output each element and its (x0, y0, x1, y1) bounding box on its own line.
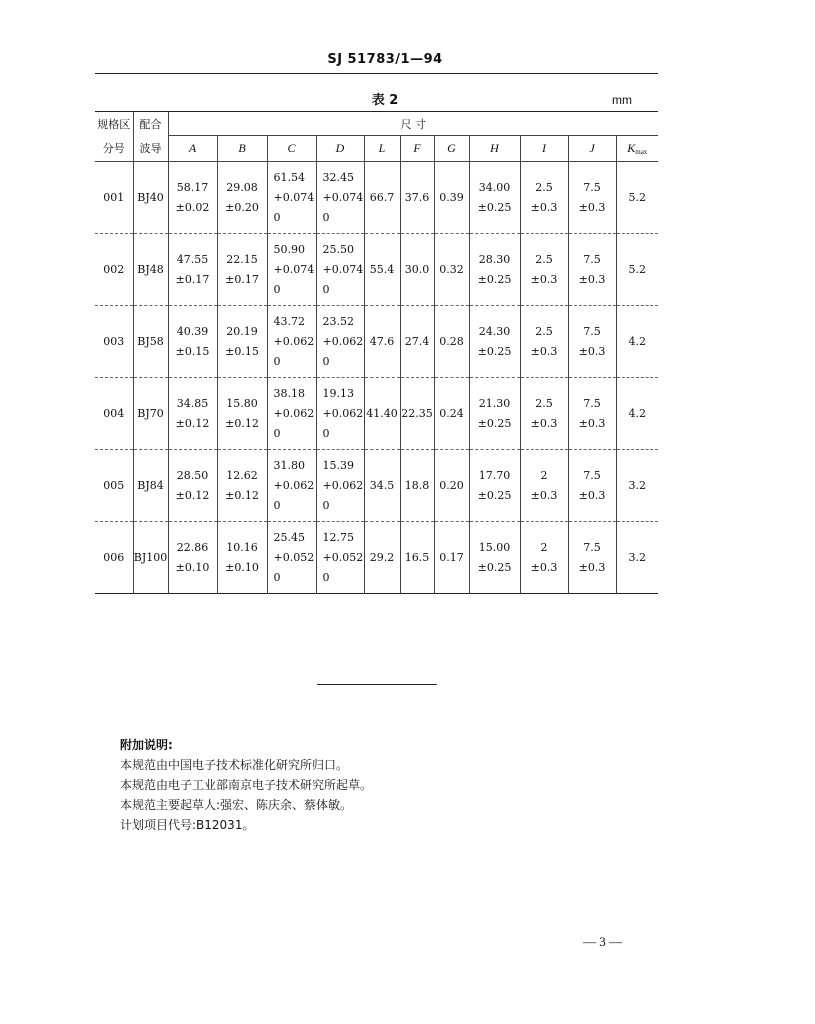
cell-c (267, 234, 316, 306)
cell-a-line: ±0.12 (175, 488, 210, 502)
document-code: SJ 51783/1—94 (327, 52, 443, 67)
cell-i-line: 2.5 (535, 396, 553, 410)
cell-i (520, 162, 568, 234)
cell-waveguide: BJ84 (133, 450, 168, 522)
table-row (95, 162, 658, 234)
cell-b-line: 10.16 (226, 540, 258, 554)
cell-a-line: 34.85 (176, 396, 209, 410)
cell-h-line: ±0.25 (477, 560, 512, 574)
cell-c-line: 0 (273, 354, 281, 368)
cell-spec-no: 004 (103, 407, 125, 420)
cell-c-line: 0 (273, 210, 281, 224)
cell-g: 0.24 (434, 378, 469, 450)
cell-b (217, 378, 267, 450)
cell-d-line: 32.45 (322, 170, 354, 184)
cell-c (267, 306, 316, 378)
cell-d-line: 15.39 (322, 458, 354, 472)
cell-b-line: ±0.10 (225, 560, 259, 574)
cell-c (267, 162, 316, 234)
cell-d-line: 12.75 (322, 530, 354, 544)
cell-f: 37.6 (400, 162, 434, 234)
cell-c-line: 61.54 (273, 170, 305, 184)
cell-d-line: 0 (322, 426, 330, 440)
cell-c-line: +0.062 (273, 334, 315, 348)
cell-j-line: ±0.3 (578, 416, 606, 430)
cell-c-line: +0.074 (273, 262, 315, 276)
cell-l: 41.40 (364, 378, 400, 450)
cell-g: 0.20 (434, 450, 469, 522)
cell-k: 4.2 (616, 306, 658, 378)
cell-b (217, 450, 267, 522)
cell-d-line: +0.074 (322, 190, 364, 204)
cell-g: 0.32 (434, 234, 469, 306)
cell-a-line: ±0.17 (175, 272, 210, 286)
cell-j (568, 234, 616, 306)
cell-spec-no: 002 (103, 263, 125, 276)
cell-a-line: 28.50 (176, 468, 209, 482)
header-spec-area-1: 规格区 (95, 112, 133, 136)
notes-title: 附加说明: (120, 738, 173, 752)
cell-a (168, 162, 217, 234)
cell-b-line: 12.62 (226, 468, 258, 482)
header-col-i: I (520, 136, 568, 162)
cell-d-line: +0.062 (322, 478, 364, 492)
cell-i (520, 234, 568, 306)
cell-j (568, 378, 616, 450)
cell-l: 29.2 (364, 522, 400, 594)
cell-h-line: 34.00 (478, 180, 511, 194)
cell-h (469, 450, 520, 522)
notes-line: 计划项目代号:B12031。 (120, 818, 255, 832)
header-col-a: A (168, 136, 217, 162)
cell-a (168, 450, 217, 522)
cell-j-line: 7.5 (583, 468, 601, 482)
cell-j-line: ±0.3 (578, 488, 606, 502)
cell-d (316, 450, 364, 522)
cell-a-line: 22.86 (176, 540, 209, 554)
cell-i-line: 2 (540, 540, 548, 554)
cell-a (168, 378, 217, 450)
cell-j-line: 7.5 (583, 540, 601, 554)
header-waveguide-2: 波导 (133, 136, 168, 162)
header-divider (95, 73, 658, 74)
cell-c-line: 25.45 (273, 530, 305, 544)
cell-b (217, 522, 267, 594)
cell-k: 3.2 (616, 522, 658, 594)
header-col-c: C (267, 136, 316, 162)
cell-h-line: 28.30 (478, 252, 511, 266)
header-col-f: F (400, 136, 434, 162)
header-col-k: K (627, 141, 636, 155)
cell-c-line: 0 (273, 282, 281, 296)
cell-f: 16.5 (400, 522, 434, 594)
cell-a-line: ±0.10 (175, 560, 210, 574)
cell-d-line: 23.52 (322, 314, 354, 328)
cell-d-line: 19.13 (322, 386, 354, 400)
cell-waveguide: BJ100 (133, 522, 168, 594)
cell-g: 0.17 (434, 522, 469, 594)
cell-h-line: 24.30 (478, 324, 511, 338)
cell-i-line: 2.5 (535, 324, 553, 338)
cell-c-line: +0.062 (273, 406, 315, 420)
cell-waveguide: BJ40 (133, 162, 168, 234)
cell-g: 0.28 (434, 306, 469, 378)
cell-a (168, 522, 217, 594)
cell-spec-no: 005 (103, 479, 125, 492)
cell-i (520, 306, 568, 378)
cell-c (267, 378, 316, 450)
cell-k: 4.2 (616, 378, 658, 450)
cell-i (520, 450, 568, 522)
additional-notes (120, 735, 372, 835)
notes-line: 本规范主要起草人:强宏、陈庆余、蔡体敏。 (120, 798, 353, 812)
cell-c-line: 31.80 (273, 458, 305, 472)
cell-j-line: 7.5 (583, 324, 601, 338)
cell-h-line: ±0.25 (477, 344, 512, 358)
cell-h-line: ±0.25 (477, 488, 512, 502)
table-row (95, 378, 658, 450)
cell-d-line: 0 (322, 498, 330, 512)
header-col-k-subscript: max (635, 148, 648, 156)
header-col-d: D (316, 136, 364, 162)
cell-f: 27.4 (400, 306, 434, 378)
notes-line: 本规范由电子工业部南京电子技术研究所起草。 (120, 778, 373, 792)
cell-spec-no: 006 (103, 551, 125, 564)
cell-g: 0.39 (434, 162, 469, 234)
cell-h-line: ±0.25 (477, 272, 512, 286)
header-col-b: B (217, 136, 267, 162)
cell-h-line: ±0.25 (477, 200, 512, 214)
cell-j (568, 450, 616, 522)
cell-i-line: ±0.3 (530, 416, 558, 430)
cell-j (568, 162, 616, 234)
cell-b-line: ±0.12 (225, 488, 259, 502)
cell-h-line: 15.00 (478, 540, 511, 554)
page-number: — 3 — (583, 934, 622, 949)
cell-c-line: 38.18 (273, 386, 305, 400)
cell-c-line: 0 (273, 426, 281, 440)
cell-k: 3.2 (616, 450, 658, 522)
cell-d-line: +0.074 (322, 262, 364, 276)
cell-waveguide: BJ70 (133, 378, 168, 450)
cell-k: 5.2 (616, 162, 658, 234)
table-row (95, 234, 658, 306)
cell-d (316, 378, 364, 450)
cell-b-line: 29.08 (226, 180, 258, 194)
cell-j-line: ±0.3 (578, 344, 606, 358)
cell-d-line: +0.052 (322, 550, 364, 564)
header-col-kmax (616, 136, 658, 162)
cell-k: 5.2 (616, 234, 658, 306)
cell-i-line: ±0.3 (530, 344, 558, 358)
cell-d-line: 0 (322, 210, 330, 224)
cell-i-line: ±0.3 (530, 560, 558, 574)
cell-waveguide: BJ48 (133, 234, 168, 306)
cell-c-line: 0 (273, 570, 281, 584)
cell-l: 66.7 (364, 162, 400, 234)
cell-spec-no: 003 (103, 335, 125, 348)
cell-c-line: 50.90 (273, 242, 305, 256)
cell-d-line: 25.50 (322, 242, 354, 256)
cell-c-line: 0 (273, 498, 281, 512)
cell-a-line: 58.17 (176, 180, 209, 194)
cell-i-line: ±0.3 (530, 200, 558, 214)
cell-j (568, 522, 616, 594)
cell-i-line: 2 (540, 468, 548, 482)
notes-line: 本规范由中国电子技术标准化研究所归口。 (120, 758, 349, 772)
cell-l: 55.4 (364, 234, 400, 306)
cell-b (217, 234, 267, 306)
cell-f: 18.8 (400, 450, 434, 522)
cell-j (568, 306, 616, 378)
cell-h (469, 234, 520, 306)
cell-b-line: ±0.15 (225, 344, 259, 358)
cell-b-line: 20.19 (226, 324, 258, 338)
header-spec-area-2: 分号 (102, 142, 125, 156)
cell-i-line: 2.5 (535, 252, 553, 266)
cell-b-line: ±0.12 (225, 416, 259, 430)
header-col-g: G (434, 136, 469, 162)
cell-d-line: 0 (322, 354, 330, 368)
header-col-j: J (568, 136, 616, 162)
cell-b-line: 15.80 (226, 396, 258, 410)
table-row (95, 450, 658, 522)
cell-b-line: ±0.20 (225, 200, 259, 214)
header-dimension-group: 尺 寸 (168, 112, 658, 136)
cell-b-line: 22.15 (226, 252, 258, 266)
cell-h (469, 522, 520, 594)
cell-d-line: 0 (322, 570, 330, 584)
cell-a (168, 306, 217, 378)
cell-d (316, 306, 364, 378)
cell-i-line: ±0.3 (530, 488, 558, 502)
cell-l: 47.6 (364, 306, 400, 378)
cell-h-line: ±0.25 (477, 416, 512, 430)
cell-i (520, 522, 568, 594)
cell-d (316, 522, 364, 594)
cell-h (469, 162, 520, 234)
cell-b (217, 162, 267, 234)
cell-c-line: +0.052 (273, 550, 315, 564)
cell-a-line: 40.39 (176, 324, 209, 338)
cell-c (267, 522, 316, 594)
cell-c-line: +0.074 (273, 190, 315, 204)
cell-a (168, 234, 217, 306)
header-waveguide-1: 配合 (133, 112, 168, 136)
cell-a-line: ±0.12 (175, 416, 210, 430)
cell-h-line: 21.30 (478, 396, 511, 410)
header-col-l: L (364, 136, 400, 162)
cell-f: 30.0 (400, 234, 434, 306)
cell-a-line: 47.55 (176, 252, 209, 266)
section-divider (317, 684, 437, 685)
cell-d-line: +0.062 (322, 334, 364, 348)
cell-d (316, 234, 364, 306)
cell-j-line: 7.5 (583, 180, 601, 194)
cell-b (217, 306, 267, 378)
table-unit: mm (612, 93, 632, 107)
cell-l: 34.5 (364, 450, 400, 522)
cell-i-line: ±0.3 (530, 272, 558, 286)
cell-d-line: 0 (322, 282, 330, 296)
cell-h (469, 378, 520, 450)
cell-b-line: ±0.17 (225, 272, 259, 286)
cell-waveguide: BJ58 (133, 306, 168, 378)
cell-j-line: ±0.3 (578, 560, 606, 574)
cell-j-line: ±0.3 (578, 200, 606, 214)
table-title: 表 2 (371, 93, 399, 108)
cell-h (469, 306, 520, 378)
cell-c-line: 43.72 (273, 314, 305, 328)
table-row (95, 306, 658, 378)
cell-h-line: 17.70 (478, 468, 511, 482)
cell-j-line: ±0.3 (578, 272, 606, 286)
table-row (95, 522, 658, 594)
cell-d-line: +0.062 (322, 406, 364, 420)
cell-spec-no: 001 (103, 191, 125, 204)
cell-d (316, 162, 364, 234)
cell-i-line: 2.5 (535, 180, 553, 194)
cell-i (520, 378, 568, 450)
cell-c-line: +0.062 (273, 478, 315, 492)
cell-c (267, 450, 316, 522)
dimension-table (95, 111, 658, 594)
cell-f: 22.35 (400, 378, 434, 450)
cell-a-line: ±0.02 (175, 200, 210, 214)
cell-a-line: ±0.15 (175, 344, 210, 358)
header-col-h: H (469, 136, 520, 162)
cell-j-line: 7.5 (583, 252, 601, 266)
cell-j-line: 7.5 (583, 396, 601, 410)
